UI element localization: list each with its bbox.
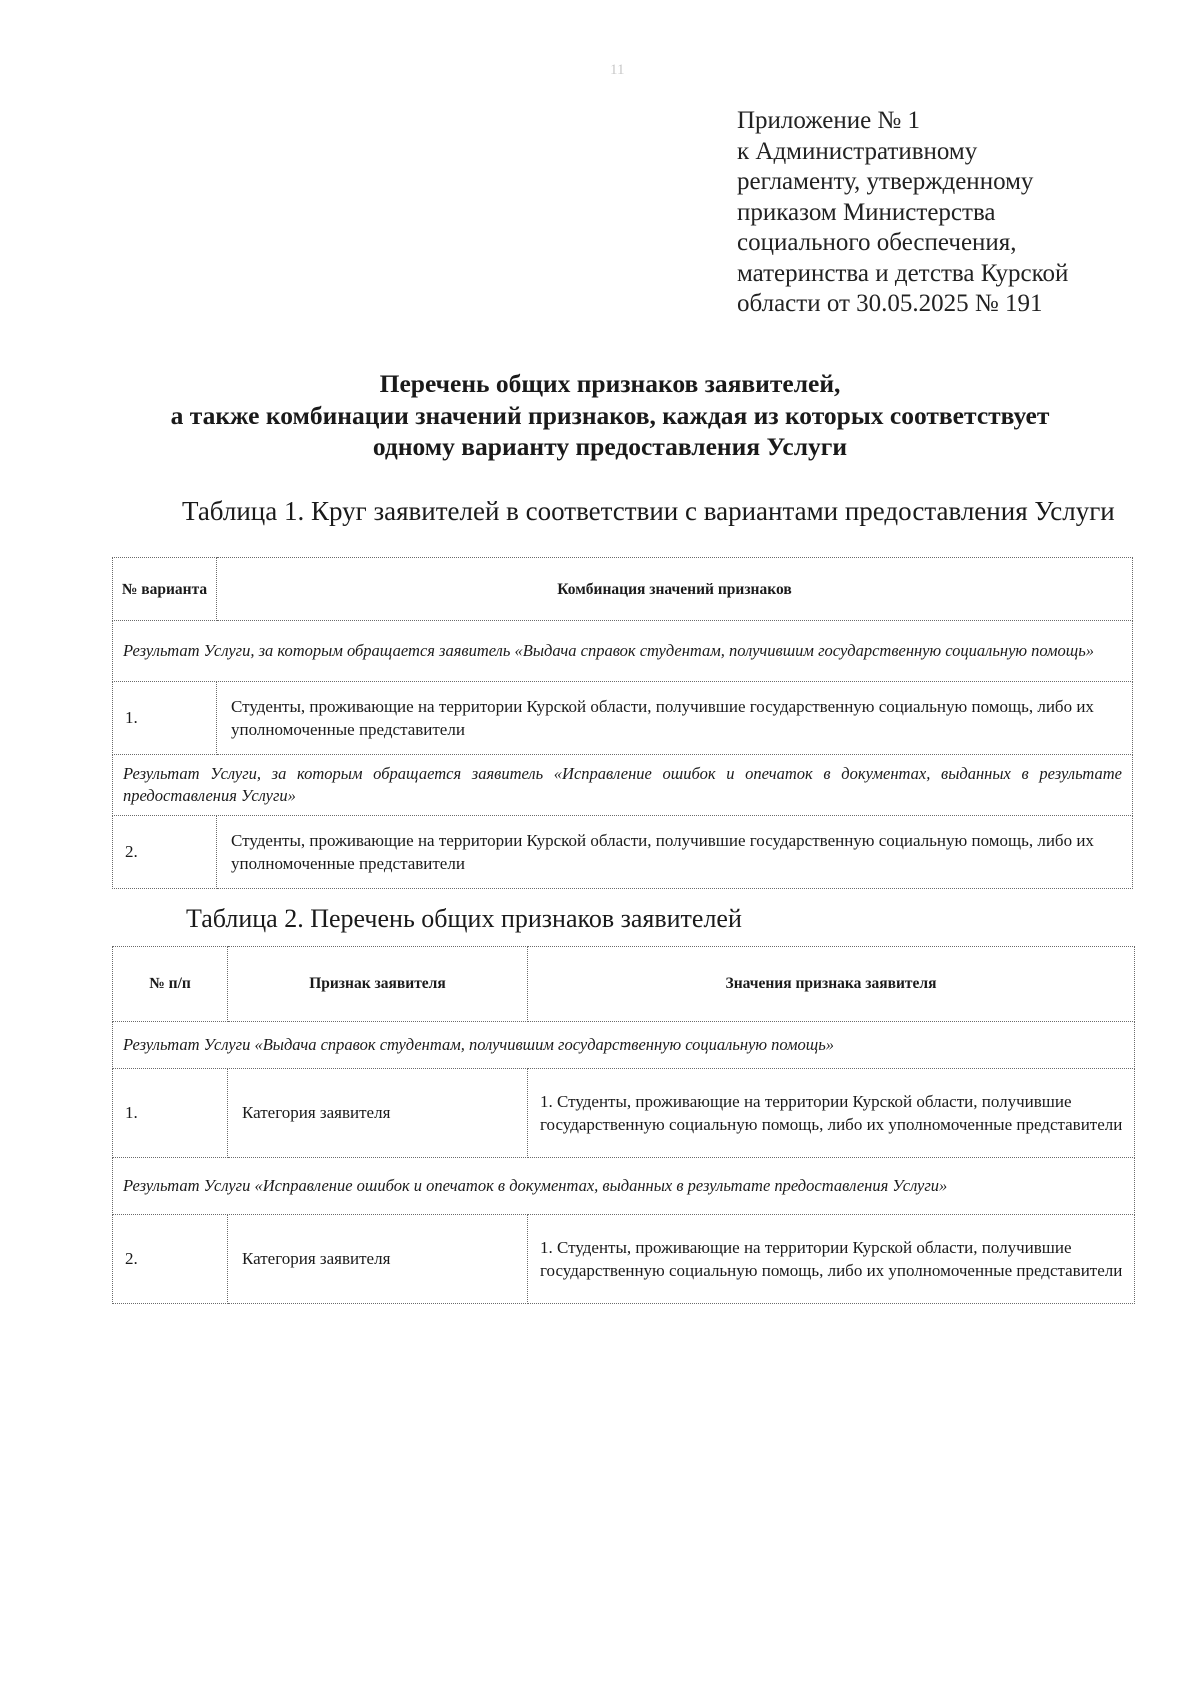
column-header-variant-number: № варианта (113, 558, 217, 621)
result-row (113, 621, 1133, 682)
table-header-row (113, 947, 1135, 1022)
document-title (90, 368, 1130, 463)
appendix-line: приказом Министерства (737, 198, 996, 226)
title-line: одному варианту предоставления Услуги (372, 432, 848, 461)
applicant-attributes-table (112, 946, 1135, 1304)
combination-value: Студенты, проживающие на территории Курской области, получившие государственную социальную помощь, либо их уполномоченные представители (217, 816, 1133, 889)
column-header-combination: Комбинация значений признаков (217, 558, 1133, 621)
page-number: 11 (610, 62, 625, 78)
table-header-row (113, 558, 1133, 621)
result-description: Результат Услуги, за которым обращается заявитель «Исправление ошибок и опечаток в документах, выданных в результате предоставления Услуги» (113, 755, 1133, 816)
attribute-name: Категория заявителя (228, 1069, 528, 1158)
appendix-line: регламенту, утвержденному (737, 168, 1034, 195)
result-description: Результат Услуги «Выдача справок студентам, получившим государственную социальную помощь» (113, 1022, 1135, 1069)
appendix-line: к Административному (737, 137, 978, 165)
result-description: Результат Услуги «Исправление ошибок и опечаток в документах, выданных в результате предоставления Услуги» (113, 1158, 1135, 1215)
table-row (113, 682, 1133, 755)
column-header-attribute: Признак заявителя (228, 947, 528, 1022)
result-row (113, 755, 1133, 816)
appendix-header (737, 106, 1068, 320)
column-header-number: № п/п (113, 947, 228, 1022)
variant-number: 2. (113, 816, 217, 889)
column-header-values: Значения признака заявителя (528, 947, 1135, 1022)
attribute-value: 1. Студенты, проживающие на территории Курской области, получившие государственную социальную помощь, либо их уполномоченные представители (528, 1215, 1135, 1304)
appendix-line: социального обеспечения, (737, 229, 1017, 256)
attribute-value: 1. Студенты, проживающие на территории Курской области, получившие государственную социальную помощь, либо их уполномоченные представители (528, 1069, 1135, 1158)
result-row (113, 1022, 1135, 1069)
row-number: 2. (113, 1215, 228, 1304)
result-row (113, 1158, 1135, 1215)
combination-value: Студенты, проживающие на территории Курской области, получившие государственную социальную помощь, либо их уполномоченные представители (217, 682, 1133, 755)
attribute-name: Категория заявителя (228, 1215, 528, 1304)
row-number: 1. (113, 1069, 228, 1158)
table-row (113, 1069, 1135, 1158)
appendix-line: области от 30.05.2025 № 191 (737, 290, 1043, 317)
applicant-variants-table (112, 557, 1133, 889)
table-row (113, 816, 1133, 889)
table-row (113, 1215, 1135, 1304)
title-line: а также комбинации значений признаков, каждая из которых соответствует (170, 400, 1050, 430)
variant-number: 1. (113, 682, 217, 755)
appendix-line: материнства и детства Курской (737, 259, 1069, 287)
table2-caption: Таблица 2. Перечень общих признаков заявителей (186, 904, 742, 933)
table1-caption: Таблица 1. Круг заявителей в соответствии с вариантами предоставления Услуги (182, 496, 1115, 526)
appendix-line: Приложение № 1 (737, 107, 921, 134)
result-description: Результат Услуги, за которым обращается заявитель «Выдача справок студентам, получившим государственную социальную помощь» (113, 621, 1133, 682)
title-line: Перечень общих признаков заявителей, (379, 369, 841, 398)
